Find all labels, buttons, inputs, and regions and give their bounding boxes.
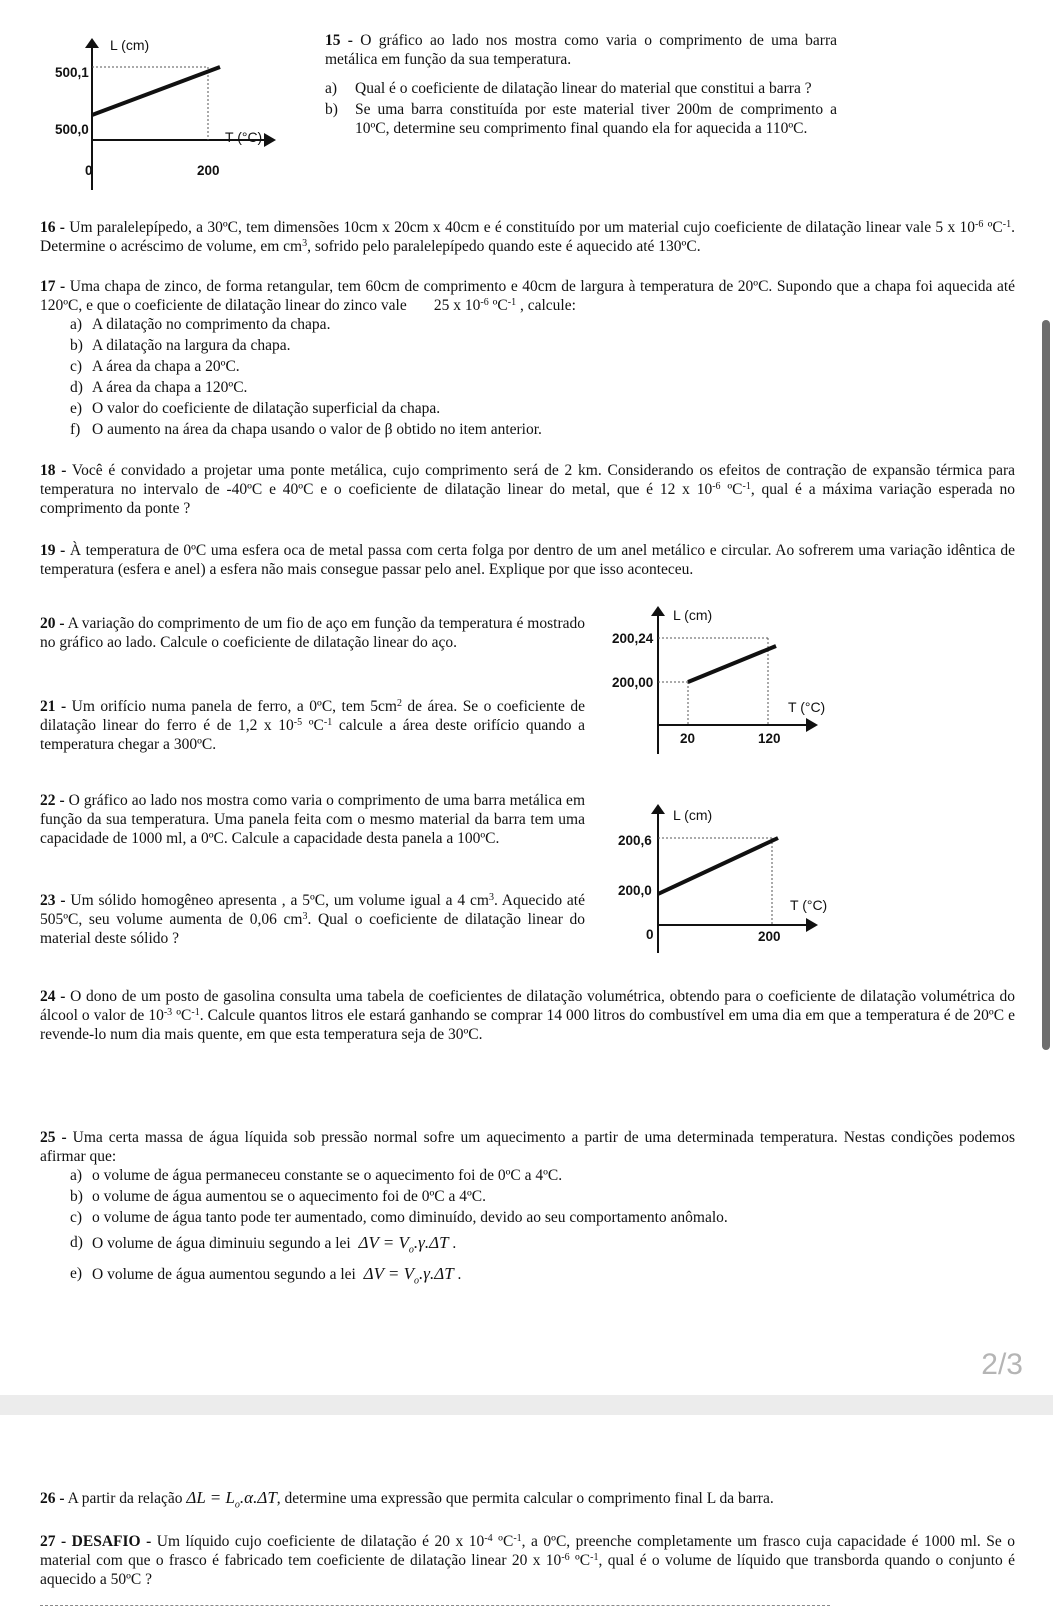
- y-axis-label: L (cm): [673, 807, 713, 823]
- question-19: [40, 541, 1015, 579]
- q27-number: 27 - DESAFIO -: [40, 1533, 152, 1550]
- q20-text: A variação do comprimento de um fio de aço em função da temperatura é mostrado no gráfico ao lado. Calcule o coeficiente de dilatação linear do aço.: [40, 615, 585, 651]
- q25-item-c: c) o volume de água tanto pode ter aumentado, como diminuído, devido ao seu comportamento anômalo.: [70, 1209, 728, 1226]
- question-27: 27 - DESAFIO - Um líquido cujo coeficiente de dilatação é 20 x $10^{-4}$ ºC$^{-1}$, a 0ºC, preenche completamente um frasco cuja capacidade é 1000 ml. Se o material com que o frasco é fabricado tem coeficiente de dilatação linear 20 x $10^{-6}$ ºC$^{-1}$, qual é o volume de líquido que transborda quando o conjunto é aquecido a 50ºC ?: [40, 1533, 1016, 1588]
- q16-number: 16 -: [40, 219, 65, 236]
- x-axis-label: T (°C): [788, 699, 826, 715]
- q17-item-d: d) A área da chapa a 120ºC.: [70, 379, 248, 396]
- q24-exp2: -1: [191, 1007, 200, 1018]
- q27-text1: Um líquido cujo coeficiente de dilatação é 20 x 10: [156, 1533, 485, 1550]
- x-axis-label: T (°C): [225, 129, 263, 145]
- y-axis-arrow: [651, 804, 665, 814]
- q17-number: 17 -: [40, 278, 66, 295]
- question-16: [40, 218, 1015, 256]
- q23-exp2: 3: [302, 911, 308, 922]
- q18-text3: , qual é a máxima variação esperada no comprimento da ponte ?: [40, 481, 1015, 517]
- q18-text2: ºC: [720, 481, 743, 498]
- page-separator: [0, 1395, 1053, 1415]
- x-tick-zero: 0: [646, 927, 654, 942]
- q17-item-c: c) A área da chapa a 20ºC.: [70, 358, 240, 375]
- q16-exp3: 3: [302, 238, 308, 249]
- q17-exp2: -1: [507, 297, 517, 308]
- x-tick-zero: 0: [85, 163, 93, 178]
- q17-item-b: b) A dilatação na largura da chapa.: [70, 337, 291, 354]
- q20-number: 20 -: [40, 615, 65, 632]
- q16-text3: . Determine o acréscimo de volume, em cm: [40, 219, 1015, 255]
- scrollbar-thumb[interactable]: [1042, 320, 1050, 1050]
- q23-text1: Um sólido homogêneo apresenta , a 5ºC, um volume igual a 4 cm: [70, 892, 489, 909]
- q24-number: 24 -: [40, 988, 66, 1005]
- q19-number: 19 -: [40, 542, 66, 559]
- q23-exp1: 3: [488, 892, 494, 903]
- question-20: [40, 614, 585, 652]
- y-axis-arrow: [651, 606, 665, 616]
- q25-item-a: a) o volume de água permaneceu constante se o aquecimento foi de 0ºC a 4ºC.: [70, 1167, 563, 1184]
- y-tick-lo: 200,00: [612, 675, 654, 690]
- question-26: [40, 1488, 1015, 1511]
- question-25: [40, 1128, 1015, 1287]
- q24-text3: . Calcule quantos litros ele estará ganhando se comprar 14 000 litros do combustível em uma dia em que a temperatura é de 20ºC e revende-lo num dia mais quente, em que esta temperatura seja de 30ºC.: [40, 1007, 1015, 1043]
- q17-text3: ºC: [488, 297, 508, 314]
- y-axis-label: L (cm): [673, 607, 713, 623]
- graph-q15: [40, 30, 290, 190]
- graph-q20: [608, 600, 838, 760]
- graph-q22-svg: [608, 798, 838, 958]
- graph-q20-svg: [608, 600, 838, 760]
- q16-text1: Um paralelepípedo, a 30ºC, tem dimensões 10cm x 20cm x 40cm e é constituído por um material cujo coeficiente de dilatação linear vale 5 x 10: [69, 219, 975, 236]
- q17-item-e: e) O valor do coeficiente de dilatação superficial da chapa.: [70, 400, 441, 417]
- x-tick-val: 200: [758, 929, 781, 944]
- data-line: [688, 646, 776, 682]
- y-axis-label: L (cm): [110, 37, 150, 53]
- q18-exp1: -6: [712, 481, 721, 492]
- q22-number: 22 -: [40, 792, 65, 809]
- q19-text: À temperatura de 0ºC uma esfera oca de metal passa com certa folga por dentro de um anel metálico e circular. Ao sofrerem uma variação idêntica de temperatura (esfera e anel) a esfera não mais consegue passar pelo anel. Explique por que isso aconteceu.: [40, 542, 1015, 578]
- q21-exp3: -1: [323, 717, 333, 728]
- y-tick-lo: 500,0: [55, 122, 89, 137]
- q18-number: 18 -: [40, 462, 67, 479]
- q16-text2: ºC: [983, 219, 1003, 236]
- data-line: [658, 838, 778, 894]
- q21-exp1: 2: [396, 698, 402, 709]
- q25-item-b: b) o volume de água aumentou se o aquecimento foi de 0ºC a 4ºC.: [70, 1188, 486, 1205]
- question-15: 15 - O gráfico ao lado nos mostra como varia o comprimento de uma barra metálica em função da sua temperatura. a) Qual é o coeficiente de dilatação linear do material que constitui a barra ? b) Se uma barra constituída por este material tiver 200m de comprimento a 10ºC, determine seu comprimento final quando ela for aquecida a 110ºC.: [325, 32, 837, 137]
- y-axis-arrow: [85, 38, 99, 48]
- data-line: [92, 67, 220, 115]
- x-tick-zero: 20: [680, 731, 696, 746]
- q17-item-a: a) A dilatação no comprimento da chapa.: [70, 316, 331, 333]
- q17-text2: 25 x 10: [433, 297, 481, 314]
- q21-number: 21 -: [40, 698, 67, 715]
- x-tick-val: 120: [758, 731, 781, 746]
- q24-text2: ºC: [172, 1007, 192, 1024]
- q17-exp1: -6: [480, 297, 489, 308]
- x-axis-arrow: [806, 718, 818, 732]
- q15-number: 15 -: [325, 32, 353, 49]
- q26-number: 26 -: [40, 1490, 65, 1507]
- q18-text1: Você é convidado a projetar uma ponte metálica, cujo comprimento será de 2 km. Considerando os efeitos de contração de expansão térmica para temperatura no intervalo de -40ºC e 40ºC e o coeficiente de dilatação linear do metal, que é 12 x 10: [40, 462, 1015, 498]
- q17-item-f: f) O aumento na área da chapa usando o valor de β obtido no item anterior.: [70, 421, 542, 438]
- x-axis-arrow: [806, 918, 818, 932]
- question-24: [40, 987, 1015, 1044]
- q15-b: Se uma barra constituída por este material tiver 200m de comprimento a 10ºC, determine seu comprimento final quando ela for aquecida a 110ºC.: [355, 101, 837, 137]
- q23-text2: . Aquecido até 505ºC, seu volume aumenta de 0,06 cm: [40, 892, 585, 928]
- q21-text3: ºC: [302, 717, 324, 734]
- q24-text1: O dono de um posto de gasolina consulta uma tabela de coeficientes de dilatação volumétrica, obtendo para o coeficiente de dilatação volumétrica do álcool o valor de 10: [40, 988, 1016, 1024]
- q16-text4: , sofrido pelo paralelepípedo quando este é aquecido até 130ºC.: [307, 238, 701, 255]
- q15-text: O gráfico ao lado nos mostra como varia o comprimento de uma barra metálica em função da sua temperatura.: [325, 32, 837, 68]
- question-22: [40, 791, 585, 848]
- q25-item-d: d) O volume de água diminuiu segundo a lei $\Delta V = V_o.\gamma.\Delta T$ .: [70, 1233, 457, 1256]
- q21-text1: Um orifício numa panela de ferro, a 0ºC, tem 5cm: [71, 698, 397, 715]
- q24-exp1: -3: [163, 1007, 173, 1018]
- y-tick-hi: 200,6: [618, 833, 652, 848]
- y-tick-hi: 200,24: [612, 631, 654, 646]
- question-17: [40, 277, 1015, 439]
- q21-text2: de área. Se o coeficiente de dilatação linear do ferro é de 1,2 x 10: [40, 698, 585, 734]
- q25-number: 25 -: [40, 1129, 67, 1146]
- y-tick-lo: 200,0: [618, 883, 652, 898]
- q17-text1: Uma chapa de zinco, de forma retangular, tem 60cm de comprimento e 40cm de largura à temperatura de 20ºC. Supondo que a chapa foi aquecida até 120ºC, e que o coeficiente de dilatação linear do zinco vale: [40, 278, 1016, 314]
- q23-number: 23 -: [40, 892, 66, 909]
- q26-text2: , determine uma expressão que permita calcular o comprimento final L da barra.: [276, 1490, 774, 1507]
- q22-text: O gráfico ao lado nos mostra como varia o comprimento de uma barra metálica em função da sua temperatura. Uma panela feita com o mesmo material da barra tem uma capacidade de 1000 ml, a 0ºC. Calcule a capacidade desta panela a 100ºC.: [40, 792, 585, 847]
- question-21: [40, 697, 585, 754]
- footer-dashed-line: [40, 1605, 830, 1606]
- q26-formula: $\Delta L = L_o.\alpha.\Delta T$: [186, 1488, 277, 1511]
- x-axis-arrow: [264, 133, 276, 147]
- y-tick-hi: 500,1: [55, 65, 89, 80]
- graph-q22: [608, 798, 838, 958]
- x-axis-label: T (°C): [790, 897, 828, 913]
- question-18: [40, 461, 1015, 518]
- q26-text1: A partir da relação: [67, 1490, 183, 1507]
- q25-text: Uma certa massa de água líquida sob pressão normal sofre um aquecimento a partir de uma determinada temperatura. Nestas condições podemos afirmar que:: [40, 1129, 1015, 1165]
- q21-text4: calcule a área deste orifício quando a temperatura chegar a 300ºC.: [40, 717, 585, 753]
- q16-exp2: -1: [1002, 219, 1012, 230]
- q25-item-e: e) O volume de água aumentou segundo a lei $\Delta V = V_o.\gamma.\Delta T$ .: [70, 1264, 462, 1287]
- q15-a: Qual é o coeficiente de dilatação linear do material que constitui a barra ?: [355, 80, 812, 97]
- q18-exp2: -1: [742, 481, 751, 492]
- q17-text4: , calcule:: [516, 297, 576, 314]
- page-number: 2/3: [981, 1348, 1023, 1381]
- q16-exp1: -6: [974, 219, 984, 230]
- x-tick-val: 200: [197, 163, 220, 178]
- q21-exp2: -5: [293, 717, 303, 728]
- graph-q15-svg: [40, 30, 290, 190]
- q23-text3: . Qual o coeficiente de dilatação linear do material deste sólido ?: [40, 911, 585, 947]
- question-23: [40, 891, 585, 948]
